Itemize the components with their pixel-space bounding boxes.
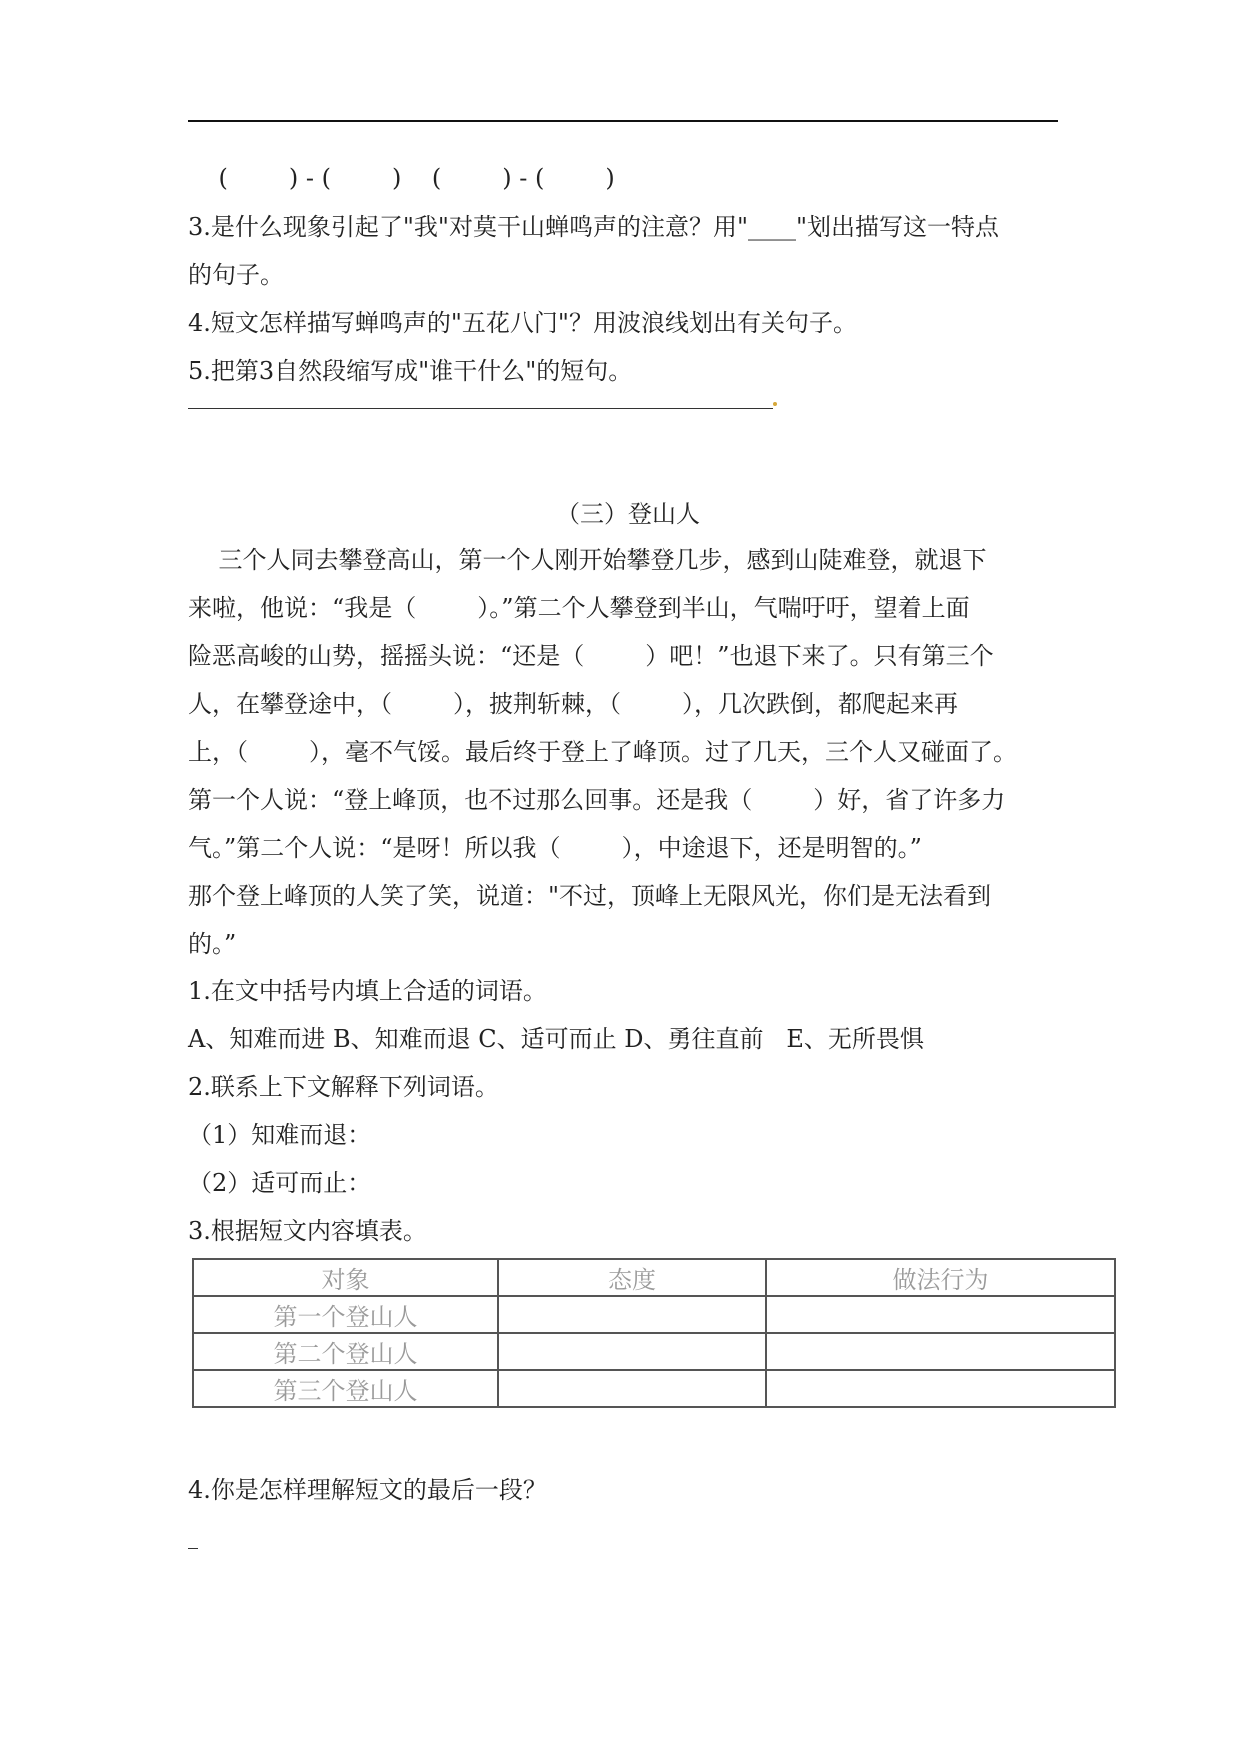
question-3-line-2: 的句子。 — [188, 261, 284, 289]
table-header-row — [193, 1259, 1115, 1296]
passage-line: 第一个人说：“登上峰顶，也不过那么回事。还是我（ ）好，省了许多力 — [188, 786, 1006, 814]
question-2-item-1: （1）知难而退： — [188, 1121, 372, 1149]
passage-line: 三个人同去攀登高山，第一个人刚开始攀登几步，感到山陡难登，就退下 — [188, 546, 987, 574]
header-rule — [188, 120, 1058, 122]
answer-dash — [188, 1548, 198, 1549]
table-cell-blank[interactable] — [766, 1333, 1115, 1370]
table-row — [193, 1296, 1115, 1333]
answer-line — [188, 408, 773, 409]
question-1: 1.在文中括号内填上合适的词语。 — [188, 977, 547, 1005]
question-3-line-1: 3.是什么现象引起了"我"对莫干山蝉鸣声的注意？用"____"划出描写这一特点 — [188, 213, 1000, 241]
question-4-final: 4.你是怎样理解短文的最后一段？ — [188, 1476, 547, 1504]
table-header: 对象 — [193, 1259, 498, 1296]
blank-pairs-line: ( ) - ( ) ( ) - ( ) — [188, 164, 615, 192]
stray-mark — [773, 402, 777, 406]
passage-line: 那个登上峰顶的人笑了笑，说道："不过，顶峰上无限风光，你们是无法看到 — [188, 882, 992, 910]
question-2-item-2: （2）适可而止： — [188, 1169, 372, 1197]
passage-line: 险恶高峻的山势，摇摇头说：“还是（ ）吧！”也退下来了。只有第三个 — [188, 642, 994, 670]
table-cell: 第三个登山人 — [193, 1370, 498, 1407]
table-header: 态度 — [498, 1259, 766, 1296]
table-cell-blank[interactable] — [498, 1370, 766, 1407]
passage-line: 的。” — [188, 930, 237, 958]
table-row — [193, 1370, 1115, 1407]
table-cell: 第二个登山人 — [193, 1333, 498, 1370]
table-cell-blank[interactable] — [498, 1333, 766, 1370]
fill-in-table — [192, 1258, 1116, 1408]
passage-line: 人，在攀登途中，（ ），披荆斩棘，（ ），几次跌倒，都爬起来再 — [188, 690, 959, 718]
table-cell: 第一个登山人 — [193, 1296, 498, 1333]
passage-line: 气。”第二个人说：“是呀！所以我（ ），中途退下，还是明智的。” — [188, 834, 922, 862]
table-cell-blank[interactable] — [498, 1296, 766, 1333]
passage-line: 来啦，他说：“我是（ ）。”第二个人攀登到半山，气喘吁吁，望着上面 — [188, 594, 970, 622]
question-2: 2.联系上下文解释下列词语。 — [188, 1073, 499, 1101]
question-5: 5.把第3自然段缩写成"谁干什么"的短句。 — [188, 357, 633, 385]
table-header: 做法行为 — [766, 1259, 1115, 1296]
passage-title: （三）登山人 — [556, 500, 700, 528]
passage-line: 上，（ ），毫不气馁。最后终于登上了峰顶。过了几天，三个人又碰面了。 — [188, 738, 1018, 766]
question-3: 3.根据短文内容填表。 — [188, 1217, 427, 1245]
table-cell-blank[interactable] — [766, 1296, 1115, 1333]
table-cell-blank[interactable] — [766, 1370, 1115, 1407]
table-row — [193, 1333, 1115, 1370]
question-4: 4.短文怎样描写蝉鸣声的"五花八门"？用波浪线划出有关句子。 — [188, 309, 857, 337]
word-options: A、知难而进 B、知难而退 C、适可而止 D、勇往直前 E、无所畏惧 — [188, 1025, 924, 1053]
